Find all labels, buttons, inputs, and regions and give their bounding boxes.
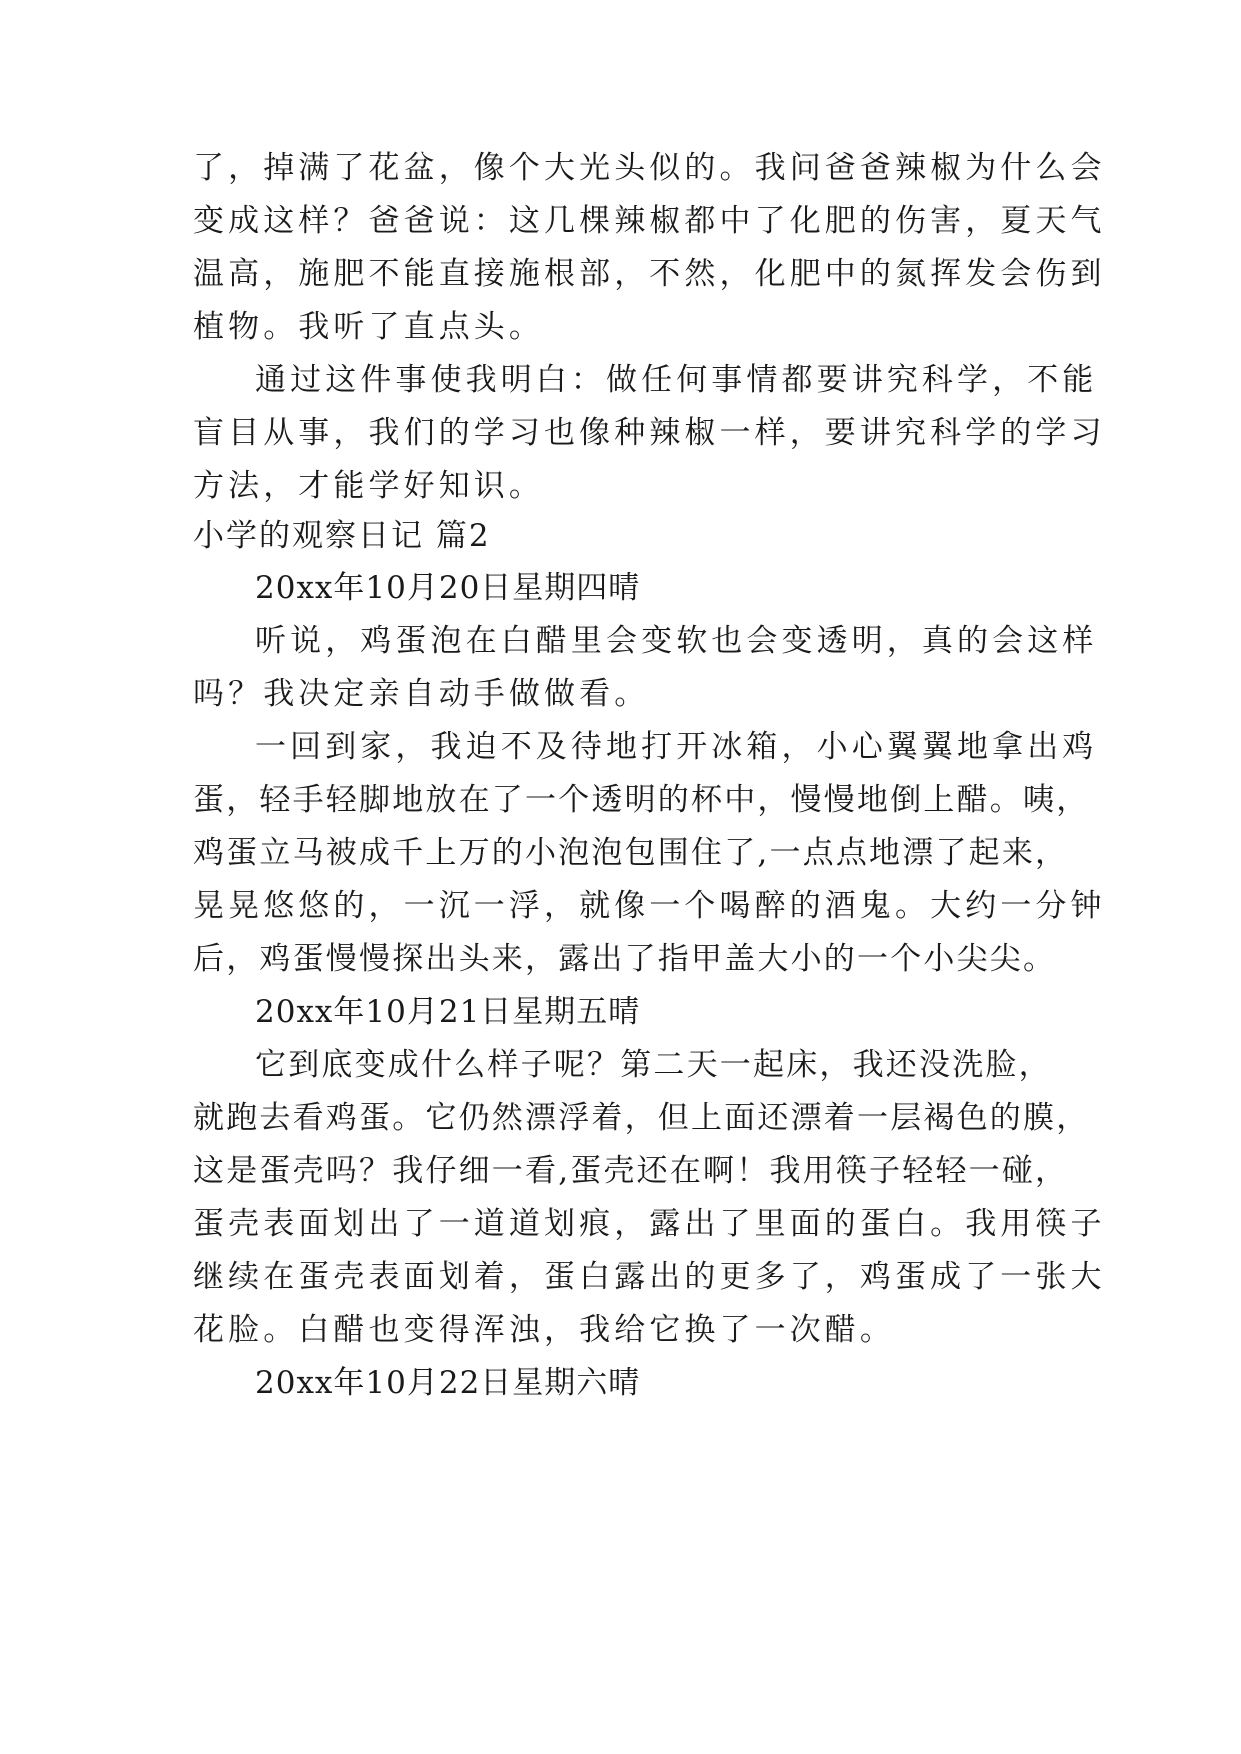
diary-date: 20xx年10月22日星期六晴 — [255, 1365, 641, 1401]
paragraph-line: 晃晃悠悠的，一沉一浮，就像一个喝醉的酒鬼。大约一分钟 — [193, 888, 1106, 924]
paragraph-line: 盲目从事，我们的学习也像种辣椒一样，要讲究科学的学习 — [193, 415, 1106, 451]
paragraph-line: 通过这件事使我明白：做任何事情都要讲究科学，不能 — [255, 362, 1098, 398]
paragraph-line: 温高，施肥不能直接施根部，不然，化肥中的氮挥发会伤到 — [193, 256, 1106, 292]
paragraph-line: 它到底变成什么样子呢？第二天一起床，我还没洗脸， — [255, 1047, 1052, 1083]
paragraph-line: 鸡蛋立马被成千上万的小泡泡包围住了,一点点地漂了起来， — [193, 835, 1069, 871]
section-heading: 小学的观察日记 篇2 — [193, 518, 491, 554]
paragraph-line: 听说，鸡蛋泡在白醋里会变软也会变透明，真的会这样 — [255, 623, 1098, 659]
paragraph-line: 一回到家，我迫不及待地打开冰箱，小心翼翼地拿出鸡 — [255, 729, 1098, 765]
paragraph-line: 继续在蛋壳表面划着，蛋白露出的更多了，鸡蛋成了一张大 — [193, 1259, 1106, 1295]
paragraph-line: 吗？我决定亲自动手做做看。 — [193, 676, 650, 712]
paragraph-line: 植物。我听了直点头。 — [193, 309, 544, 345]
paragraph-line: 了，掉满了花盆，像个大光头似的。我问爸爸辣椒为什么会 — [193, 150, 1106, 186]
diary-date: 20xx年10月21日星期五晴 — [255, 994, 641, 1030]
paragraph-line: 就跑去看鸡蛋。它仍然漂浮着，但上面还漂着一层褐色的膜， — [193, 1100, 1090, 1136]
paragraph-line: 蛋壳表面划出了一道道划痕，露出了里面的蛋白。我用筷子 — [193, 1206, 1106, 1242]
paragraph-line: 花脸。白醋也变得浑浊，我给它换了一次醋。 — [193, 1312, 895, 1348]
diary-date: 20xx年10月20日星期四晴 — [255, 570, 641, 606]
paragraph-line: 变成这样？爸爸说：这几棵辣椒都中了化肥的伤害，夏天气 — [193, 203, 1106, 239]
paragraph-line: 方法，才能学好知识。 — [193, 468, 544, 504]
paragraph-line: 蛋，轻手轻脚地放在了一个透明的杯中，慢慢地倒上醋。咦， — [193, 782, 1090, 818]
paragraph-line: 后，鸡蛋慢慢探出头来，露出了指甲盖大小的一个小尖尖。 — [193, 941, 1057, 977]
paragraph-line: 这是蛋壳吗？我仔细一看,蛋壳还在啊！我用筷子轻轻一碰， — [193, 1153, 1069, 1189]
